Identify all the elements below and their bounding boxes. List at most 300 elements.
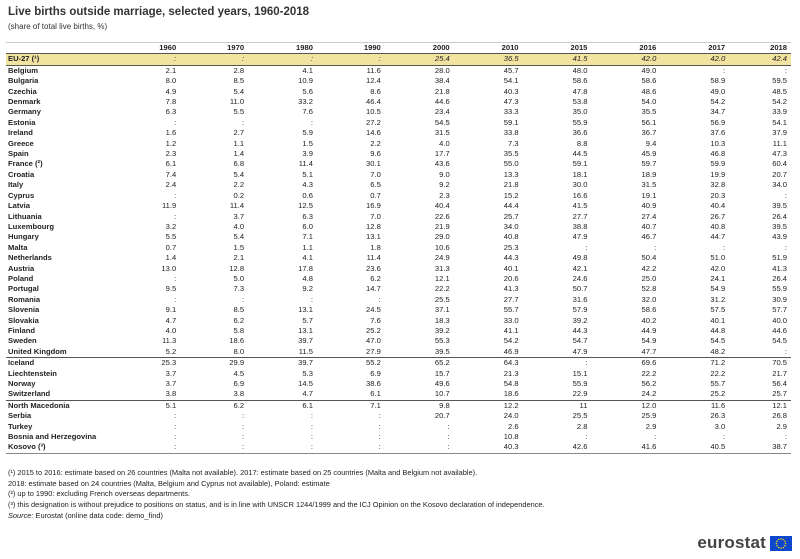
row-label: Slovenia <box>8 305 40 315</box>
row-label: North Macedonia <box>8 400 70 410</box>
cell-value: 29.9 <box>229 358 245 368</box>
table-row <box>6 422 791 432</box>
cell-value: 11.6 <box>710 400 726 410</box>
cell-value: : <box>378 421 381 431</box>
cell-value: 65.2 <box>434 358 450 368</box>
cell-value: : <box>310 117 313 127</box>
cell-value: 6.1 <box>317 389 385 400</box>
cell-value: 26.4 <box>772 273 787 283</box>
cell-value: : <box>585 242 588 252</box>
cell-value: 44.9 <box>641 325 657 335</box>
cell-value: : <box>174 273 177 283</box>
table-row <box>6 284 791 294</box>
cell-value: : <box>385 442 454 453</box>
cell-value: 40.7 <box>641 221 657 231</box>
row-label: Iceland <box>8 358 35 368</box>
cell-value: 0.2 <box>233 190 245 200</box>
row-label: Slovakia <box>8 315 39 325</box>
cell-value: 12.1 <box>434 273 450 283</box>
cell-value: 42.1 <box>572 263 588 273</box>
cell-value: 40.3 <box>454 442 523 453</box>
cell-value: 47.7 <box>591 347 660 358</box>
cell-value: : <box>378 411 381 421</box>
cell-value: 30.1 <box>366 159 381 169</box>
cell-value: 45.7 <box>503 65 519 75</box>
cell-value: 12.8 <box>366 221 381 231</box>
cell-value: 54.0 <box>641 97 657 107</box>
row-label: Finland <box>8 325 35 335</box>
cell-value: 3.7 <box>165 379 177 388</box>
cell-value: 2.9 <box>776 421 787 431</box>
cell-value: 55.2 <box>366 358 381 368</box>
table-row <box>6 159 791 169</box>
cell-value: 6.8 <box>233 159 245 169</box>
cell-value: 12.4 <box>366 76 381 86</box>
cell-value: 24.1 <box>710 273 726 283</box>
cell-value: 52.8 <box>641 284 657 294</box>
row-label: Sweden <box>8 336 37 346</box>
cell-value: 5.4 <box>233 232 245 242</box>
cell-value: 37.9 <box>772 128 787 138</box>
cell-value: 60.4 <box>772 159 787 169</box>
cell-value: 4.8 <box>302 273 313 283</box>
cell-value: 54.2 <box>772 97 787 107</box>
cell-value: 20.3 <box>710 190 726 200</box>
column-header-year: 2015 <box>523 43 592 54</box>
cell-value: 7.1 <box>302 232 313 242</box>
cell-value: 11.4 <box>366 253 381 263</box>
cell-value: 55.9 <box>772 284 787 294</box>
cell-value: 34.0 <box>503 221 519 231</box>
source-label: Source: <box>8 510 34 520</box>
cell-value: 21.3 <box>503 368 519 378</box>
column-header-year: 2016 <box>591 43 660 54</box>
cell-value: 56.1 <box>641 117 657 127</box>
row-label: Austria <box>8 263 35 273</box>
cell-value: 54.1 <box>772 117 787 127</box>
flag-star <box>780 547 782 549</box>
row-label: Czechia <box>8 86 37 96</box>
cell-value: 19.9 <box>710 169 726 179</box>
cell-value: 1.5 <box>302 138 313 148</box>
cell-value: 0.7 <box>370 190 381 200</box>
cell-value: 49.0 <box>710 86 726 96</box>
cell-value: 42.0 <box>591 54 660 65</box>
cell-value: 44.8 <box>710 325 726 335</box>
cell-value: 3.7 <box>165 368 177 378</box>
cell-value: 12.1 <box>772 400 787 410</box>
cell-value: 5.2 <box>112 347 180 358</box>
cell-value: 22.2 <box>641 368 657 378</box>
cell-value: 6.5 <box>370 180 381 190</box>
cell-value: : <box>174 421 177 431</box>
table-row <box>6 76 791 86</box>
footnotes <box>8 468 545 522</box>
cell-value: 5.6 <box>302 86 313 96</box>
cell-value: 30.9 <box>772 294 787 304</box>
cell-value: 30.0 <box>572 180 588 190</box>
cell-value: 20.7 <box>772 169 787 179</box>
cell-value: 58.9 <box>710 76 726 86</box>
cell-value: 51.9 <box>772 253 787 263</box>
cell-value: : <box>174 117 177 127</box>
cell-value: 4.0 <box>165 325 177 335</box>
cell-value: 10.3 <box>710 138 726 148</box>
row-label: EU-27 (¹) <box>6 54 112 65</box>
cell-value: 24.6 <box>572 273 588 283</box>
cell-value: 0.6 <box>302 190 313 200</box>
cell-value: 11.6 <box>366 65 381 75</box>
cell-value: 3.7 <box>233 211 245 221</box>
cell-value: 2.3 <box>439 190 450 200</box>
row-label: Romania <box>8 294 41 304</box>
flag-star <box>776 540 778 542</box>
cell-value: 5.1 <box>302 169 313 179</box>
cell-value: : <box>310 411 313 421</box>
cell-value: 48.2 <box>660 347 729 358</box>
cell-value: 35.0 <box>572 107 588 117</box>
cell-value: 2.8 <box>576 421 588 431</box>
cell-value: 40.9 <box>641 201 657 211</box>
cell-value: 25.7 <box>729 389 791 400</box>
cell-value: 58.6 <box>572 76 588 86</box>
cell-value: 5.3 <box>302 368 313 378</box>
cell-value: 4.0 <box>233 221 245 231</box>
cell-value: 12.5 <box>298 201 313 211</box>
footnote: (²) up to 1990: excluding French overseas departments. <box>8 489 190 499</box>
table-row <box>6 305 791 315</box>
cell-value: 2.8 <box>233 65 245 75</box>
source-text: Eurostat (online data code: demo_find) <box>33 510 163 520</box>
cell-value: 25.9 <box>641 411 657 421</box>
cell-value: 44.6 <box>434 97 450 107</box>
row-label: Bulgaria <box>8 76 39 86</box>
cell-value: 2.3 <box>165 149 177 159</box>
cell-value: 53.8 <box>572 97 588 107</box>
cell-value: 8.5 <box>233 305 245 315</box>
cell-value: 11.5 <box>248 347 317 358</box>
cell-value: 26.4 <box>772 211 787 221</box>
column-header-year: 2000 <box>385 43 454 54</box>
cell-value: 15.2 <box>503 190 519 200</box>
cell-value: : <box>447 421 450 431</box>
cell-value: 40.8 <box>503 232 519 242</box>
table-row <box>6 411 791 421</box>
cell-value: 55.3 <box>434 336 450 346</box>
cell-value: 2.9 <box>645 421 657 431</box>
table-row <box>6 191 791 201</box>
table-row <box>6 118 791 128</box>
flag-star <box>776 542 778 544</box>
cell-value: 37.6 <box>710 128 726 138</box>
cell-value: 54.2 <box>710 97 726 107</box>
table-row <box>6 369 791 379</box>
cell-value: 23.6 <box>366 263 381 273</box>
cell-value: : <box>174 294 177 304</box>
cell-value: 10.5 <box>366 107 381 117</box>
cell-value: : <box>241 117 245 127</box>
table-row <box>6 65 791 76</box>
cell-value: : <box>174 190 177 200</box>
cell-value: 25.7 <box>503 211 519 221</box>
cell-value: 5.1 <box>165 400 177 410</box>
column-header-year: 2018 <box>729 43 791 54</box>
cell-value: 2.2 <box>370 138 381 148</box>
cell-value: 13.0 <box>161 263 177 273</box>
cell-value: 15.1 <box>572 368 588 378</box>
cell-value: 41.6 <box>591 442 660 453</box>
data-table <box>6 42 791 454</box>
cell-value: : <box>112 442 180 453</box>
cell-value: 54.2 <box>503 336 519 346</box>
cell-value: 40.2 <box>641 315 657 325</box>
cell-value: 3.9 <box>302 149 313 159</box>
cell-value: 46.4 <box>366 97 381 107</box>
cell-value: 1.8 <box>370 242 381 252</box>
flag-star <box>780 538 782 540</box>
cell-value: : <box>241 432 245 442</box>
cell-value: 22.2 <box>434 284 450 294</box>
cell-value: : <box>784 432 787 442</box>
source-line <box>8 511 545 522</box>
cell-value: 45.9 <box>641 149 657 159</box>
cell-value: 55.9 <box>572 379 588 388</box>
cell-value: : <box>180 54 248 65</box>
cell-value: 12.8 <box>229 263 245 273</box>
cell-value: : <box>310 294 313 304</box>
cell-value: 54.1 <box>503 76 519 86</box>
cell-value: 25.5 <box>434 294 450 304</box>
cell-value: 55.7 <box>503 305 519 315</box>
cell-value: 2.1 <box>233 253 245 263</box>
cell-value: 4.3 <box>302 180 313 190</box>
cell-value: 36.5 <box>454 54 523 65</box>
row-label: Latvia <box>8 201 30 211</box>
footnote: (¹) 2015 to 2016: estimate based on 26 countries (Malta not available). 2017: estimate based on 25 countries (Malta and Belgium not available). <box>8 468 478 477</box>
cell-value: 54.8 <box>503 379 519 388</box>
row-label: Kosovo (³) <box>6 442 112 453</box>
cell-value: 7.0 <box>370 169 381 179</box>
cell-value: 7.6 <box>302 107 313 117</box>
cell-value: 40.5 <box>660 442 729 453</box>
cell-value: : <box>174 211 177 221</box>
cell-value: 56.4 <box>772 379 787 388</box>
row-label: Liechtenstein <box>8 368 57 378</box>
row-label: France (²) <box>8 159 43 169</box>
cell-value: 71.2 <box>710 358 726 368</box>
cell-value: 35.5 <box>503 149 519 159</box>
cell-value: 9.6 <box>370 149 381 159</box>
cell-value: 26.7 <box>710 211 726 221</box>
table-row <box>6 180 791 190</box>
table-row <box>6 358 791 369</box>
cell-value: 9.0 <box>439 169 450 179</box>
cell-value: 16.9 <box>366 201 381 211</box>
cell-value: 43.6 <box>434 159 450 169</box>
cell-value: 38.7 <box>729 442 791 453</box>
cell-value: 40.8 <box>710 221 726 231</box>
cell-value: 2.1 <box>165 65 177 75</box>
cell-value: 2.2 <box>233 180 245 190</box>
cell-value: 27.2 <box>366 117 381 127</box>
cell-value: : <box>241 421 245 431</box>
column-header-year: 2010 <box>454 43 523 54</box>
flag-star <box>784 540 786 542</box>
cell-value: 25.2 <box>660 389 729 400</box>
cell-value: 11.4 <box>298 159 313 169</box>
cell-value: 10.8 <box>503 432 519 442</box>
cell-value: 47.8 <box>572 86 588 96</box>
row-label: Lithuania <box>8 211 42 221</box>
cell-value: 12.0 <box>641 400 657 410</box>
cell-value: 59.5 <box>772 76 787 86</box>
cell-value: 41.5 <box>572 201 588 211</box>
cell-value: 10.9 <box>298 76 313 86</box>
cell-value: : <box>241 411 245 421</box>
cell-value: 11.4 <box>229 201 245 211</box>
cell-value: 5.8 <box>233 325 245 335</box>
row-label: Netherlands <box>8 253 52 263</box>
cell-value: 7.3 <box>233 284 245 294</box>
cell-value: 57.5 <box>710 305 726 315</box>
cell-value: 5.7 <box>302 315 313 325</box>
table-row <box>6 400 791 411</box>
column-header-year: 1990 <box>317 43 385 54</box>
cell-value: : <box>723 242 726 252</box>
cell-value: 25.3 <box>503 242 519 252</box>
cell-value: 57.7 <box>772 305 787 315</box>
cell-value: 7.1 <box>370 400 381 410</box>
cell-value: 31.6 <box>572 294 588 304</box>
cell-value: 8.0 <box>165 76 177 86</box>
cell-value: 41.1 <box>503 325 519 335</box>
cell-value: 14.7 <box>366 284 381 294</box>
cell-value: 18.6 <box>454 389 523 400</box>
cell-value: 21.8 <box>503 180 519 190</box>
cell-value: 16.6 <box>572 190 588 200</box>
cell-value: 1.6 <box>165 128 177 138</box>
cell-value: 33.2 <box>298 97 313 107</box>
cell-value: 35.5 <box>641 107 657 117</box>
cell-value: : <box>180 442 248 453</box>
column-header-year: 2017 <box>660 43 729 54</box>
cell-value: : <box>310 421 313 431</box>
cell-value: 22.9 <box>523 389 592 400</box>
cell-value: 11 <box>579 400 588 410</box>
cell-value: 42.4 <box>729 54 791 65</box>
cell-value: 36.6 <box>572 128 588 138</box>
flag-star <box>783 538 785 540</box>
cell-value: 31.5 <box>434 128 450 138</box>
row-label: Italy <box>8 180 24 190</box>
cell-value: 44.3 <box>572 325 588 335</box>
cell-value: 9.2 <box>439 180 450 190</box>
row-label: Portugal <box>8 284 39 294</box>
cell-value: 39.5 <box>385 347 454 358</box>
table-row <box>6 170 791 180</box>
cell-value: 54.9 <box>641 336 657 346</box>
cell-value: 6.3 <box>302 211 313 221</box>
cell-value: 12.2 <box>503 400 519 410</box>
cell-value: 49.8 <box>572 253 588 263</box>
cell-value: 27.7 <box>503 294 519 304</box>
cell-value: 25.0 <box>641 273 657 283</box>
cell-value: 31.5 <box>641 180 657 190</box>
cell-value: 32.8 <box>710 180 726 190</box>
cell-value: 54.9 <box>710 284 726 294</box>
cell-value: : <box>317 442 385 453</box>
table-row <box>6 243 791 253</box>
cell-value: 24.0 <box>503 411 519 421</box>
cell-value: 6.9 <box>370 368 381 378</box>
cell-value: 9.4 <box>645 138 657 148</box>
cell-value: 19.1 <box>641 190 657 200</box>
cell-value: 18.9 <box>641 169 657 179</box>
cell-value: 5.4 <box>233 86 245 96</box>
cell-value: : <box>310 432 313 442</box>
cell-value: 9.8 <box>439 400 450 410</box>
cell-value: 5.5 <box>165 232 177 242</box>
table-row <box>6 222 791 232</box>
cell-value: : <box>241 294 245 304</box>
cell-value: 40.1 <box>503 263 519 273</box>
cell-value: : <box>378 294 381 304</box>
cell-value: 21.9 <box>434 221 450 231</box>
cell-value: 40.4 <box>710 201 726 211</box>
cell-value: 28.0 <box>434 65 450 75</box>
row-label: Hungary <box>8 232 39 242</box>
cell-value: 6.2 <box>233 400 245 410</box>
cell-value: 4.7 <box>248 389 317 400</box>
cell-value: 40.3 <box>503 86 519 96</box>
cell-value: 25.5 <box>572 411 588 421</box>
cell-value: : <box>784 65 787 75</box>
cell-value: 44.7 <box>710 232 726 242</box>
cell-value: 25.4 <box>385 54 454 65</box>
cell-value: 24.9 <box>434 253 450 263</box>
cell-value: 3.0 <box>714 421 726 431</box>
cell-value: 7.6 <box>370 315 381 325</box>
column-header-year: 1960 <box>112 43 180 54</box>
cell-value: 47.3 <box>503 97 519 107</box>
cell-value: 38.8 <box>572 221 588 231</box>
table-header-row <box>6 43 791 54</box>
cell-value: 33.3 <box>503 107 519 117</box>
cell-value: 54.7 <box>572 336 588 346</box>
cell-value: 43.9 <box>772 232 787 242</box>
cell-value: 47.3 <box>772 149 787 159</box>
cell-value: 24.2 <box>591 389 660 400</box>
cell-value: : <box>174 411 177 421</box>
cell-value: 17.8 <box>298 263 313 273</box>
cell-value: 25.2 <box>366 325 381 335</box>
row-label: Norway <box>8 379 36 388</box>
cell-value: 18.3 <box>434 315 450 325</box>
cell-value: 42.0 <box>660 54 729 65</box>
cell-value: 40.4 <box>434 201 450 211</box>
flag-star <box>784 545 786 547</box>
row-label: Belgium <box>8 65 38 75</box>
table-row <box>6 212 791 222</box>
table-row <box>6 264 791 274</box>
cell-value: 59.7 <box>641 159 657 169</box>
row-label: Malta <box>8 242 28 252</box>
cell-value: 9.5 <box>165 284 177 294</box>
cell-value: 34.7 <box>710 107 726 117</box>
cell-value: 38.4 <box>434 76 450 86</box>
flag-star <box>776 545 778 547</box>
cell-value: : <box>248 54 317 65</box>
